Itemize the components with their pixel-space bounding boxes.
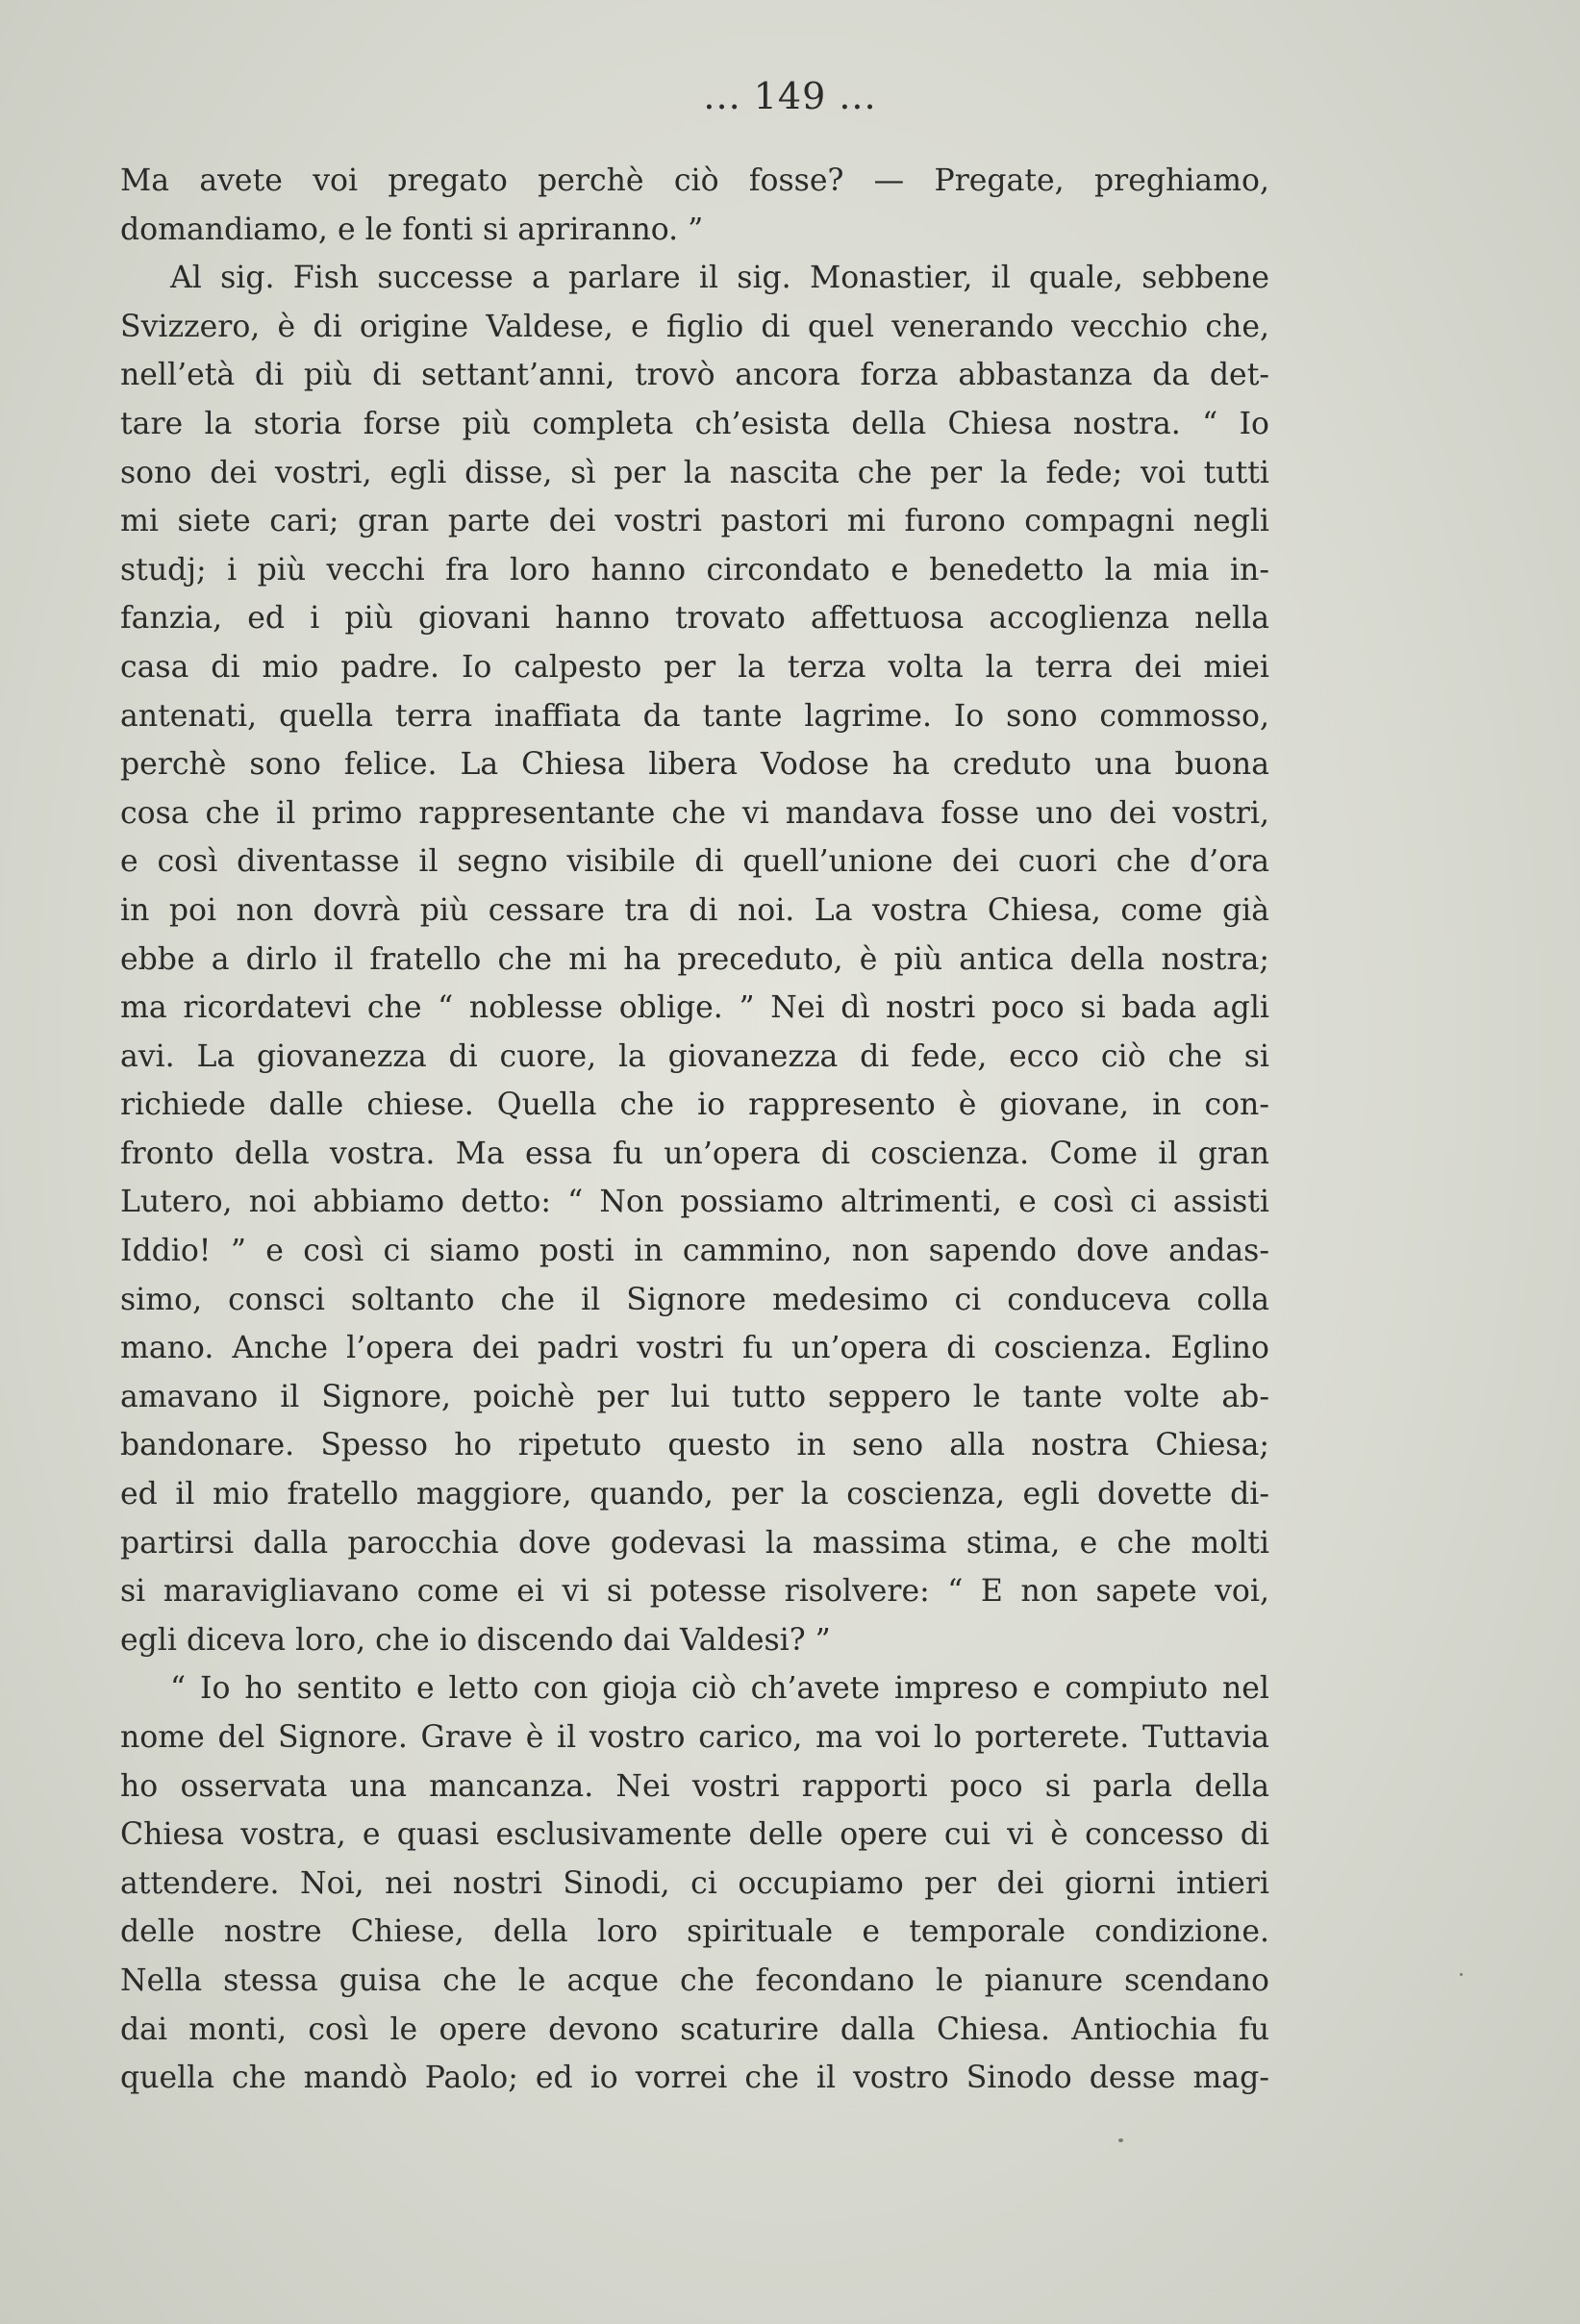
paper-speck bbox=[1460, 1973, 1463, 1976]
text-line: “ Io ho sentito e letto con gioja ciò ch’avete impreso e compiuto nel bbox=[170, 1671, 1269, 1707]
text-line: mano. Anche l’opera dei padri vostri fu un’opera di coscienza. Eglino bbox=[120, 1331, 1269, 1366]
text-line: in poi non dovrà più cessare tra di noi. La vostra Chiesa, come già bbox=[120, 892, 1269, 928]
text-line: ho osservata una mancanza. Nei vostri rapporti poco si parla della bbox=[120, 1768, 1269, 1804]
text-line: domandiamo, e le fonti si apriranno. ” bbox=[120, 212, 704, 247]
text-line: casa di mio padre. Io calpesto per la terza volta la terra dei miei bbox=[120, 649, 1269, 685]
text-line: bandonare. Spesso ho ripetuto questo in seno alla nostra Chiesa; bbox=[120, 1428, 1269, 1463]
text-line: Chiesa vostra, e quasi esclusivamente delle opere cui vi è concesso di bbox=[120, 1817, 1269, 1853]
text-line: quella che mandò Paolo; ed io vorrei che il vostro Sinodo desse mag- bbox=[120, 2061, 1269, 2096]
text-line: Al sig. Fish successe a parlare il sig. Monastier, il quale, sebbene bbox=[170, 261, 1269, 296]
text-line: Lutero, noi abbiamo detto: “ Non possiamo altrimenti, e così ci assisti bbox=[120, 1185, 1269, 1220]
paper-speck bbox=[1118, 2138, 1123, 2142]
text-line: sono dei vostri, egli disse, sì per la nascita che per la fede; voi tutti bbox=[120, 455, 1269, 490]
text-line: antenati, quella terra inaffiata da tante lagrime. Io sono commosso, bbox=[120, 698, 1269, 734]
text-line: perchè sono felice. La Chiesa libera Vodose ha creduto una buona bbox=[120, 747, 1269, 783]
text-line: egli diceva loro, che io discendo dai Valdesi? ” bbox=[120, 1622, 831, 1658]
text-line: attendere. Noi, nei nostri Sinodi, ci occupiamo per dei giorni intieri bbox=[120, 1865, 1269, 1901]
text-line: amavano il Signore, poichè per lui tutto seppero le tante volte ab- bbox=[120, 1379, 1269, 1414]
text-line: simo, consci soltanto che il Signore medesimo ci conduceva colla bbox=[120, 1282, 1269, 1317]
text-line: ma ricordatevi che “ noblesse oblige. ” Nei dì nostri poco si bada agli bbox=[120, 990, 1269, 1026]
text-line: richiede dalle chiese. Quella che io rappresento è giovane, in con- bbox=[120, 1087, 1269, 1123]
text-line: studj; i più vecchi fra loro hanno circondato e benedetto la mia in- bbox=[120, 552, 1269, 587]
text-line: ed il mio fratello maggiore, quando, per la coscienza, egli dovette di- bbox=[120, 1477, 1269, 1512]
text-line: partirsi dalla parocchia dove godevasi la massima stima, e che molti bbox=[120, 1525, 1269, 1561]
body-text bbox=[120, 157, 1269, 2103]
text-line: tare la storia forse più completa ch’esista della Chiesa nostra. “ Io bbox=[120, 406, 1269, 441]
text-line: delle nostre Chiese, della loro spirituale e temporale condizione. bbox=[120, 1914, 1269, 1950]
text-line: si maravigliavano come ei vi si potesse risolvere: “ E non sapete voi, bbox=[120, 1574, 1269, 1610]
text-line: Ma avete voi pregato perchè ciò fosse? — Pregate, preghiamo, bbox=[120, 163, 1269, 198]
text-line: dai monti, così le opere devono scaturire dalla Chiesa. Antiochia fu bbox=[120, 2012, 1269, 2047]
text-line: fronto della vostra. Ma essa fu un’opera di coscienza. Come il gran bbox=[120, 1136, 1269, 1171]
text-line: nell’età di più di settant’anni, trovò ancora forza abbastanza da det- bbox=[120, 358, 1269, 393]
text-line: Svizzero, è di origine Valdese, e figlio di quel venerando vecchio che, bbox=[120, 309, 1269, 344]
text-line: Nella stessa guisa che le acque che fecondano le pianure scendano bbox=[120, 1962, 1269, 1998]
text-line: avi. La giovanezza di cuore, la giovanezza di fede, ecco ciò che si bbox=[120, 1038, 1269, 1074]
text-line: fanzia, ed i più giovani hanno trovato affettuosa accoglienza nella bbox=[120, 601, 1269, 637]
text-line: nome del Signore. Grave è il vostro carico, ma voi lo porterete. Tuttavia bbox=[120, 1720, 1269, 1755]
text-line: e così diventasse il segno visibile di quell’unione dei cuori che d’ora bbox=[120, 844, 1269, 880]
page-number-header: ... 149 ... bbox=[703, 75, 877, 117]
text-line: ebbe a dirlo il fratello che mi ha preceduto, è più antica della nostra; bbox=[120, 941, 1269, 977]
text-line: cosa che il primo rappresentante che vi mandava fosse uno dei vostri, bbox=[120, 795, 1269, 831]
text-line: mi siete cari; gran parte dei vostri pastori mi furono compagni negli bbox=[120, 504, 1269, 539]
text-line: Iddio! ” e così ci siamo posti in cammino, non sapendo dove andas- bbox=[120, 1234, 1269, 1269]
